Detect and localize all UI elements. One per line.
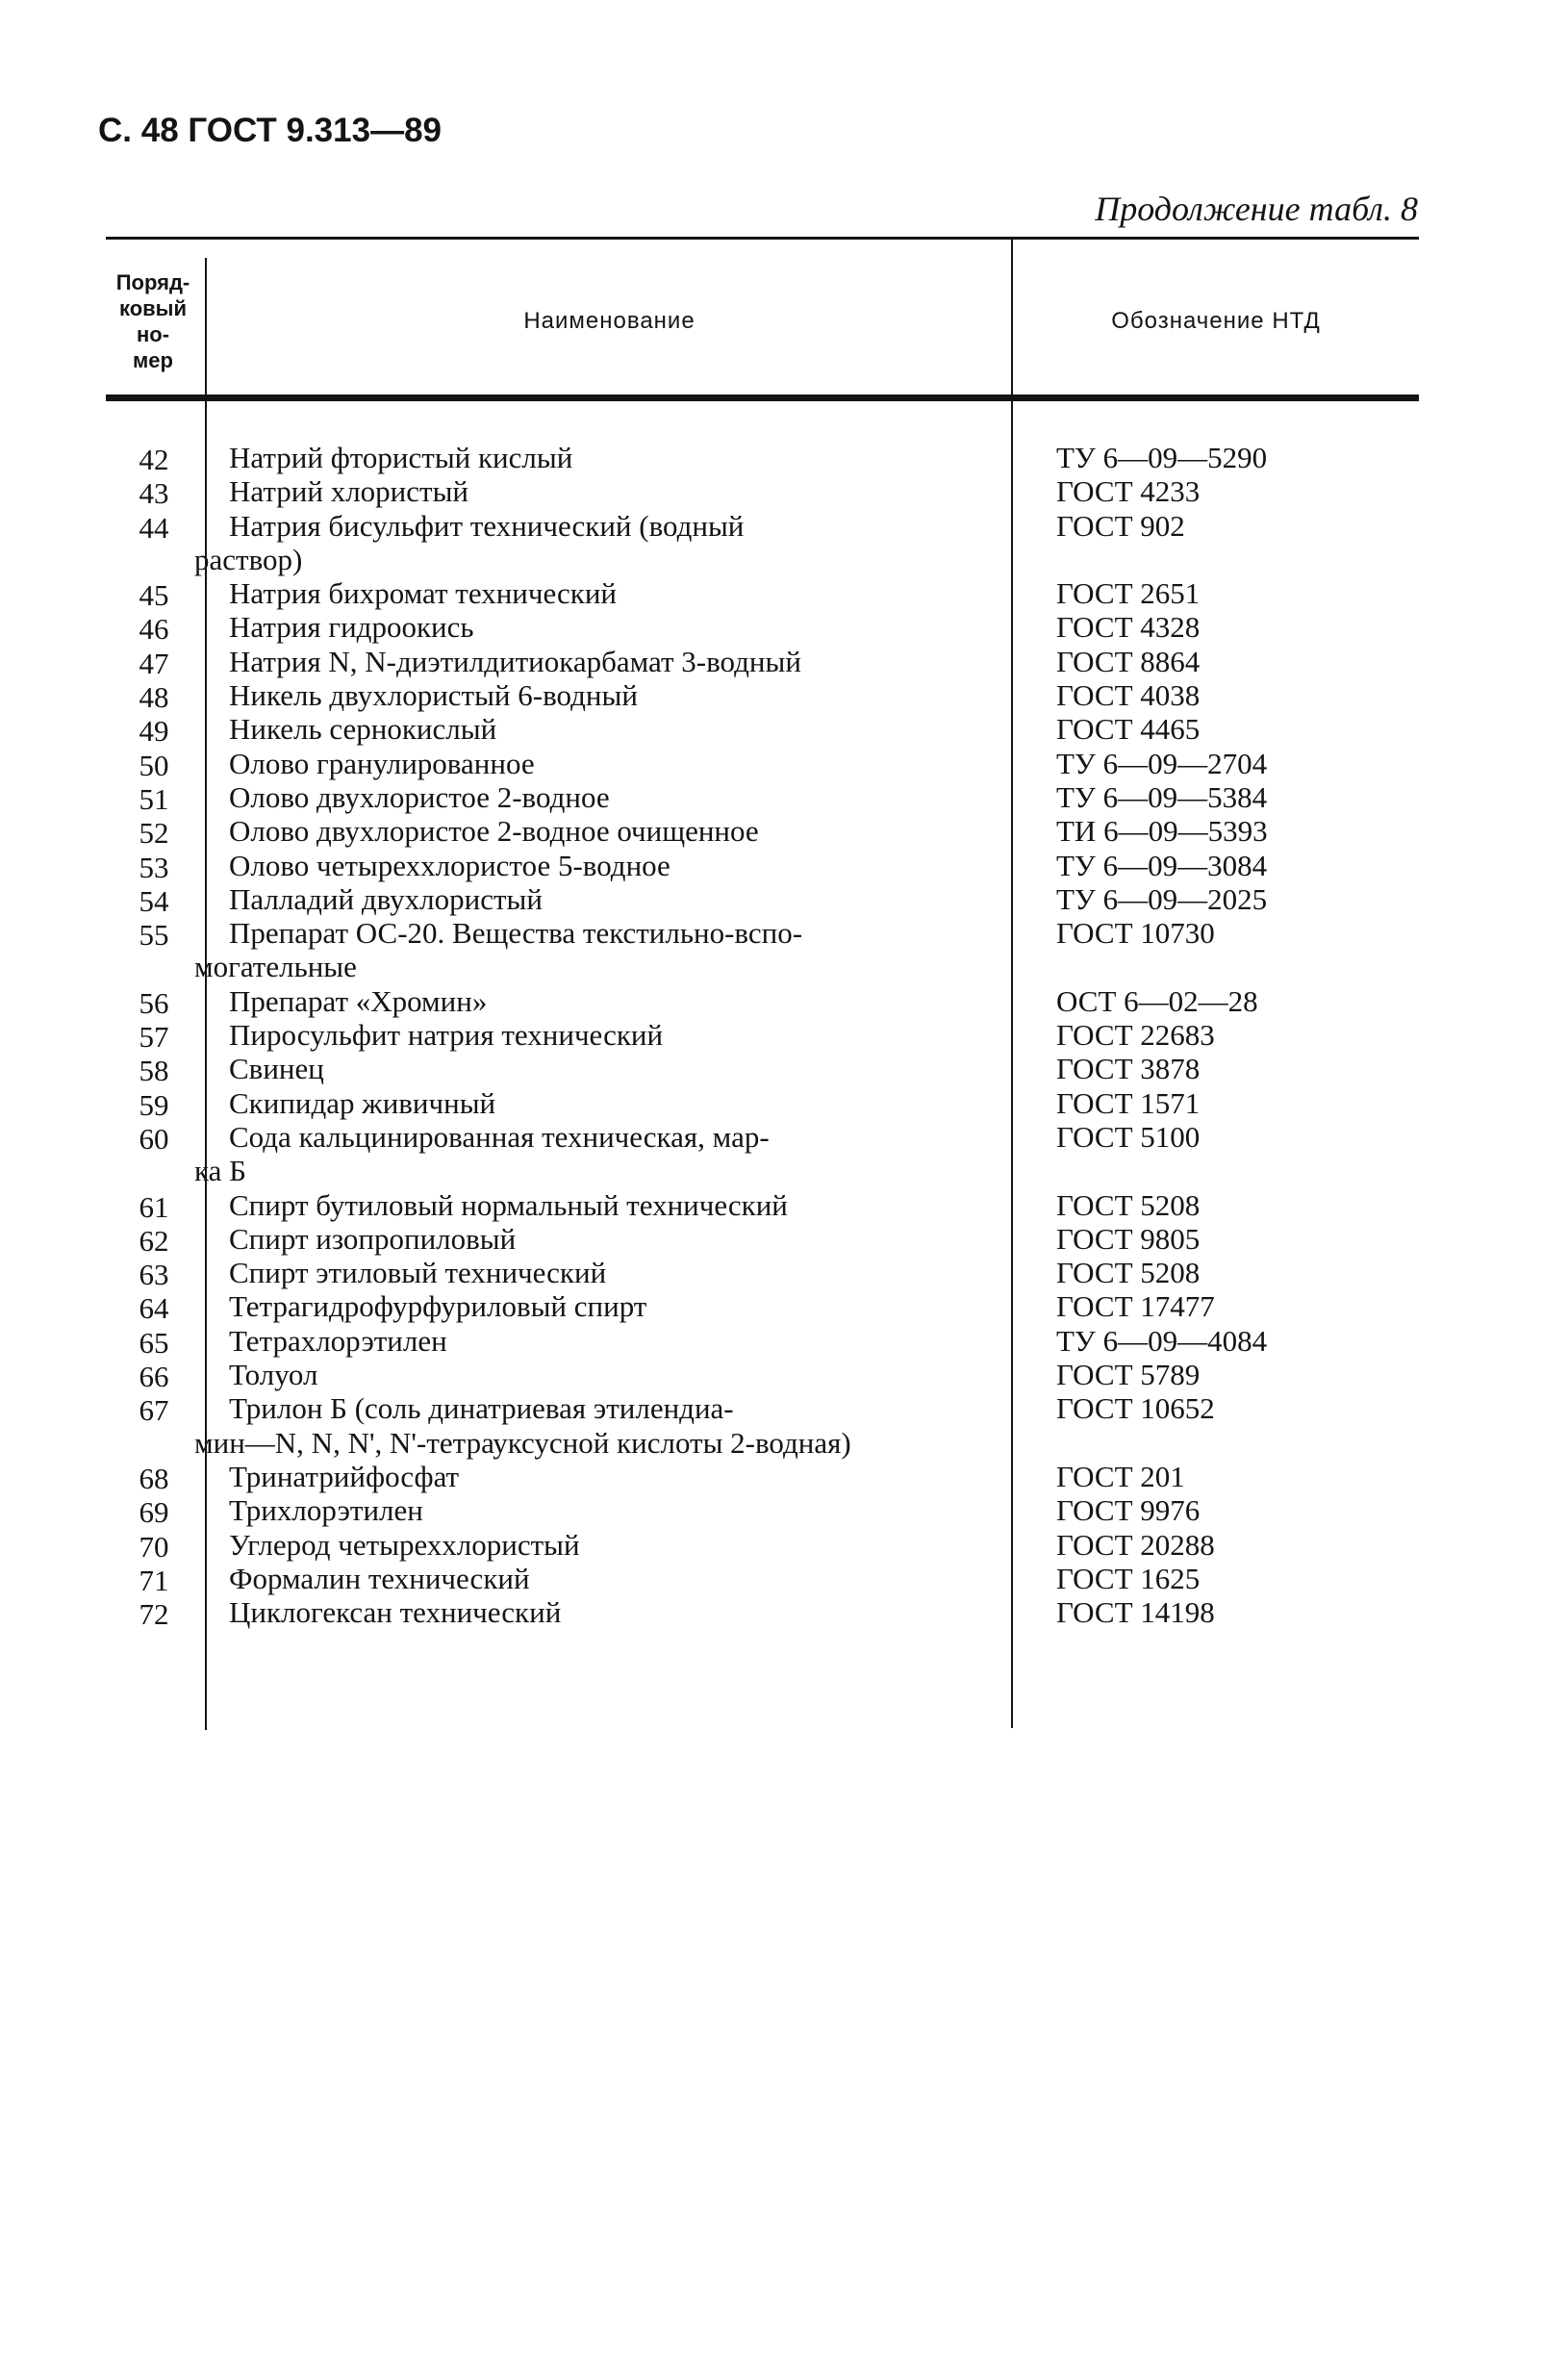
row-name: Натрий хлористый: [229, 474, 468, 509]
row-ntd: ТУ 6—09—2704: [1056, 746, 1268, 780]
row-number: 59: [139, 1087, 169, 1122]
table-row: [0, 1188, 1568, 1222]
row-name: Тринатрийфосфат: [229, 1459, 460, 1493]
row-name-cell: [194, 508, 989, 577]
row-number: 45: [139, 578, 169, 613]
row-name-cell: [229, 849, 989, 882]
table-continuation-label: Продолжение табл. 8: [1095, 190, 1418, 228]
row-ntd: ГОСТ 5208: [1056, 1187, 1201, 1222]
row-ntd: ГОСТ 4038: [1056, 678, 1201, 713]
row-name-cell: [229, 1493, 989, 1527]
row-ntd: ГОСТ 8864: [1056, 644, 1201, 678]
table-row: [0, 1595, 1568, 1632]
row-name-cell: [229, 1324, 989, 1358]
row-number: 61: [139, 1189, 169, 1224]
row-number: 54: [139, 883, 169, 918]
table-row: [0, 747, 1568, 780]
table-row: [0, 1562, 1568, 1595]
row-ntd: ОСТ 6—02—28: [1056, 983, 1258, 1018]
table-top-rule: [106, 237, 1419, 240]
table-row: [0, 1086, 1568, 1120]
row-number: 72: [139, 1597, 169, 1632]
row-name: Свинец: [229, 1052, 324, 1086]
row-ntd: ГОСТ 17477: [1056, 1289, 1215, 1324]
table-row: [0, 1391, 1568, 1460]
row-name-cell: [229, 474, 989, 508]
row-ntd: ГОСТ 5789: [1056, 1358, 1201, 1392]
row-ntd: ГОСТ 20288: [1056, 1527, 1215, 1562]
column-header-name: Наименование: [523, 308, 695, 334]
row-name-cell: [229, 747, 989, 780]
row-name-cell: [229, 984, 989, 1018]
table-row: [0, 1052, 1568, 1088]
row-number: 57: [139, 1020, 169, 1055]
table-row: [0, 441, 1568, 474]
row-ntd: ГОСТ 5208: [1056, 1256, 1201, 1290]
row-ntd: ТИ 6—09—5393: [1056, 814, 1268, 849]
table-row: [0, 645, 1568, 678]
row-ntd: ТУ 6—09—5384: [1056, 779, 1268, 814]
table-row: [0, 1222, 1568, 1256]
row-name: Никель сернокислый: [229, 712, 497, 747]
row-ntd: ГОСТ 5100: [1056, 1119, 1201, 1154]
row-ntd: ГОСТ 22683: [1056, 1018, 1215, 1053]
row-name-cell: [229, 1188, 989, 1222]
row-number: 50: [139, 748, 169, 782]
row-name-cell: [229, 814, 989, 848]
row-name-continuation: ка Б: [194, 1154, 246, 1188]
row-ntd: ТУ 6—09—3084: [1056, 848, 1268, 882]
table-row: [0, 610, 1568, 647]
row-name: Формалин технический: [229, 1561, 530, 1595]
row-name-cell: [229, 678, 989, 712]
table-row: [0, 1528, 1568, 1562]
row-name-cell: [229, 1052, 989, 1085]
table-body: [0, 441, 1568, 1632]
row-name-continuation: раствор): [194, 542, 303, 576]
row-number: 43: [139, 476, 169, 511]
row-name: Препарат «Хромин»: [229, 983, 488, 1018]
table-row: [0, 1460, 1568, 1493]
row-name-cell: [229, 1256, 989, 1289]
row-name: Углерод четыреххлористый: [229, 1527, 580, 1562]
row-number: 68: [139, 1461, 169, 1495]
row-number: 42: [139, 443, 169, 476]
row-ntd: ГОСТ 4233: [1056, 474, 1201, 509]
row-name: Скипидар живичный: [229, 1085, 496, 1120]
row-name-continuation: могательные: [194, 950, 357, 984]
row-name: Спирт изопропиловый: [229, 1221, 517, 1256]
row-name: Толуол: [229, 1358, 318, 1392]
row-name-cell: [229, 1358, 989, 1391]
row-name: Натрия бихромат технический: [229, 576, 617, 611]
row-number: 69: [139, 1495, 169, 1530]
table-row: [0, 474, 1568, 511]
row-name: Олово гранулированное: [229, 746, 535, 780]
column-header-number: Поряд- ковый но- мер: [115, 270, 190, 372]
page-header: С. 48 ГОСТ 9.313—89: [98, 112, 443, 149]
row-number: 52: [139, 816, 169, 851]
row-name-cell: [229, 1562, 989, 1595]
row-number: 58: [139, 1054, 169, 1088]
row-number: 71: [139, 1563, 169, 1597]
row-name-cell: [194, 916, 989, 984]
row-number: 56: [139, 985, 169, 1020]
row-name: Сода кальцинированная техническая, мар-: [229, 1119, 770, 1154]
row-ntd: ТУ 6—09—4084: [1056, 1323, 1268, 1358]
row-name: Циклогексан технический: [229, 1595, 562, 1630]
row-name-cell: [229, 882, 989, 916]
row-name: Тетрагидрофурфуриловый спирт: [229, 1289, 647, 1324]
table-row: [0, 1289, 1568, 1326]
row-number: 67: [139, 1393, 169, 1428]
row-name-cell: [229, 1086, 989, 1120]
row-name: Спирт этиловый технический: [229, 1256, 607, 1290]
table-row: [0, 882, 1568, 916]
row-number: 49: [139, 714, 169, 749]
row-name-cell: [229, 645, 989, 678]
row-name-cell: [229, 780, 989, 814]
table-row: [0, 1120, 1568, 1188]
row-ntd: ГОСТ 1625: [1056, 1561, 1201, 1595]
row-name: Спирт бутиловый нормальный технический: [229, 1187, 788, 1222]
row-ntd: ГОСТ 9805: [1056, 1221, 1201, 1256]
row-name-cell: [229, 610, 989, 644]
row-name: Трилон Б (соль динатриевая этилендиа-: [229, 1391, 734, 1426]
table-row: [0, 1018, 1568, 1055]
table-row: [0, 712, 1568, 749]
row-name-cell: [229, 1460, 989, 1493]
row-name-cell: [229, 441, 989, 474]
column-header-ntd: Обозначение НТД: [1111, 308, 1321, 334]
row-number: 65: [139, 1325, 169, 1360]
row-ntd: ГОСТ 3878: [1056, 1052, 1201, 1086]
row-number: 46: [139, 612, 169, 647]
table-row: [0, 1493, 1568, 1530]
row-number: 47: [139, 646, 169, 680]
row-ntd: ГОСТ 9976: [1056, 1493, 1201, 1528]
row-name: Тетрахлорэтилен: [229, 1323, 447, 1358]
row-name: Препарат ОС-20. Вещества текстильно-вспо-: [229, 916, 803, 951]
table-row: [0, 1358, 1568, 1394]
row-name: Трихлорэтилен: [229, 1493, 423, 1528]
row-name-cell: [229, 1222, 989, 1256]
row-ntd: ТУ 6—09—5290: [1056, 441, 1268, 474]
row-name-cell: [229, 712, 989, 746]
row-number: 55: [139, 918, 169, 953]
row-name-cell: [229, 1018, 989, 1052]
table-row: [0, 814, 1568, 851]
row-ntd: ТУ 6—09—2025: [1056, 881, 1268, 916]
row-name: Пиросульфит натрия технический: [229, 1018, 664, 1053]
row-number: 44: [139, 510, 169, 545]
row-ntd: ГОСТ 4465: [1056, 712, 1201, 747]
table-header-rule: [106, 394, 1419, 401]
row-ntd: ГОСТ 4328: [1056, 610, 1201, 645]
row-number: 70: [139, 1529, 169, 1564]
row-name-cell: [229, 1528, 989, 1562]
table-row: [0, 780, 1568, 814]
row-name-cell: [229, 1595, 989, 1629]
row-ntd: ГОСТ 1571: [1056, 1085, 1201, 1120]
row-name-cell: [194, 1119, 989, 1188]
row-ntd: ГОСТ 2651: [1056, 576, 1201, 611]
row-name: Натрия N, N-диэтилдитиокарбамат 3-водный: [229, 644, 801, 678]
row-number: 63: [139, 1258, 169, 1292]
row-ntd: ГОСТ 10730: [1056, 916, 1215, 951]
row-number: 48: [139, 680, 169, 715]
row-name: Никель двухлористый 6-водный: [229, 678, 638, 713]
row-number: 64: [139, 1291, 169, 1326]
row-ntd: ГОСТ 10652: [1056, 1391, 1215, 1426]
row-ntd: ГОСТ 201: [1056, 1459, 1185, 1493]
row-name: Палладий двухлористый: [229, 881, 543, 916]
table-row: [0, 678, 1568, 715]
table-row: [0, 509, 1568, 577]
row-ntd: ГОСТ 902: [1056, 508, 1185, 543]
row-name-cell: [194, 1391, 989, 1460]
row-name-cell: [229, 1289, 989, 1323]
row-name: Натрия гидроокись: [229, 610, 474, 645]
table-row: [0, 984, 1568, 1018]
row-ntd: ГОСТ 14198: [1056, 1595, 1215, 1630]
row-name: Олово двухлористое 2-водное очищенное: [229, 814, 759, 849]
table-row: [0, 1324, 1568, 1358]
row-name: Натрия бисульфит технический (водный: [229, 508, 745, 543]
row-number: 62: [139, 1223, 169, 1258]
row-name: Олово четыреххлористое 5-водное: [229, 848, 670, 882]
table-row: [0, 849, 1568, 882]
table-row: [0, 576, 1568, 613]
row-name: Натрий фтористый кислый: [229, 441, 573, 474]
row-number: 66: [139, 1360, 169, 1394]
row-number: 60: [139, 1121, 169, 1156]
row-name-continuation: мин—N, N, N', N'-тетрауксусной кислоты 2-водная): [194, 1425, 851, 1460]
row-name-cell: [229, 576, 989, 610]
table-row: [0, 916, 1568, 984]
row-number: 53: [139, 850, 169, 884]
row-number: 51: [139, 781, 169, 816]
row-name: Олово двухлористое 2-водное: [229, 779, 610, 814]
table-row: [0, 1256, 1568, 1292]
